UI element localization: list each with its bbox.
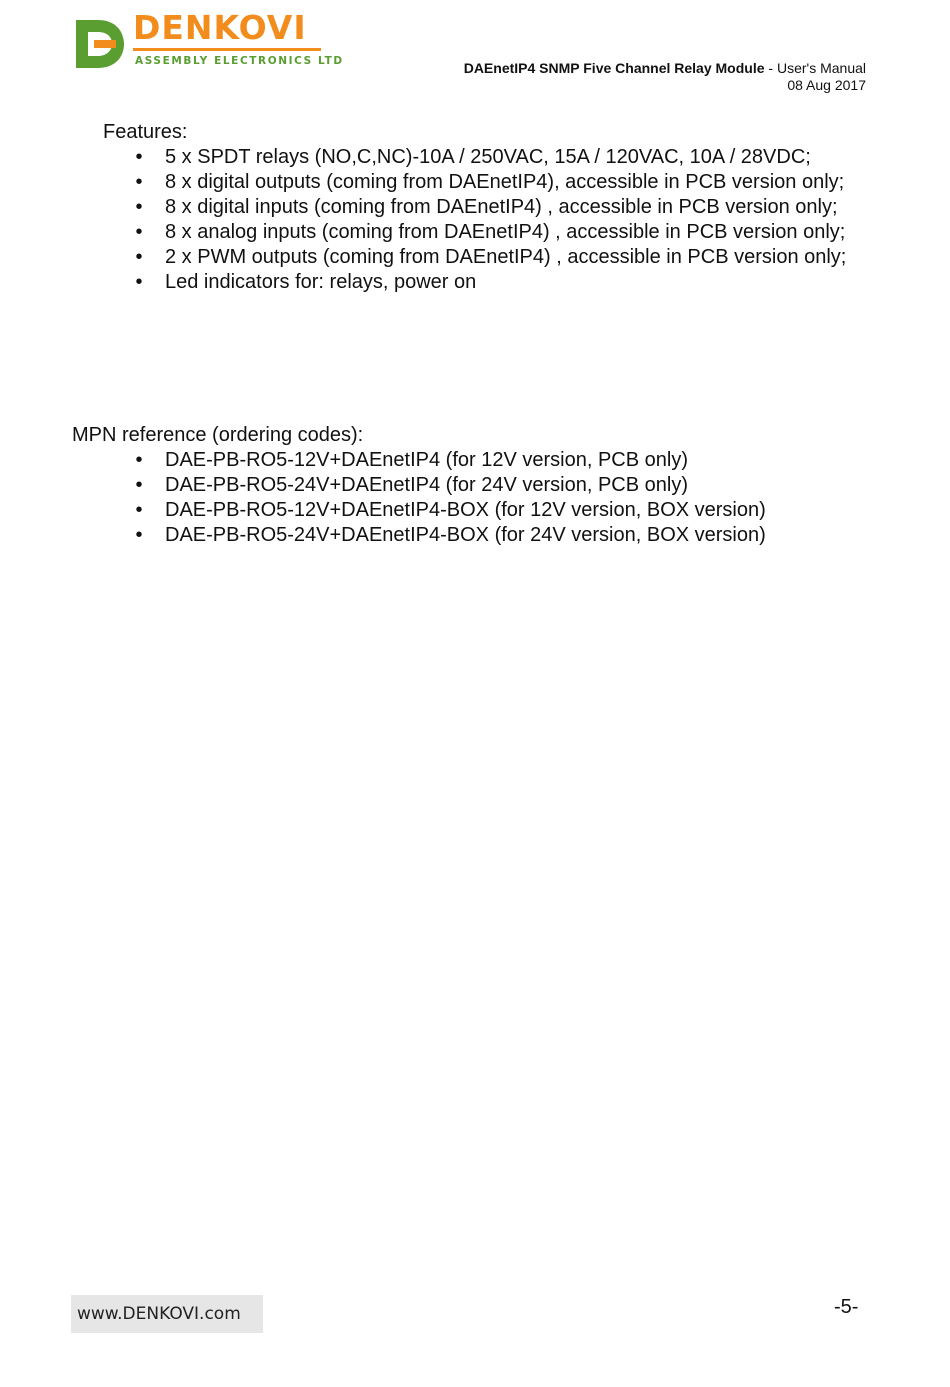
bullet-icon: • — [135, 474, 143, 496]
features-list — [103, 145, 866, 295]
bullet-icon: • — [135, 449, 143, 471]
bullet-icon: • — [135, 221, 143, 243]
doc-title: DAEnetIP4 SNMP Five Channel Relay Module — [463, 60, 765, 76]
bullet-icon: • — [135, 499, 143, 521]
list-item: • 5 x SPDT relays (NO,C,NC)-10A / 250VAC, 15A / 120VAC, 10A / 28VDC; — [103, 145, 866, 170]
bullet-icon: • — [135, 146, 143, 168]
bullet-icon: • — [135, 524, 143, 546]
brand-tagline: ASSEMBLY ELECTRONICS LTD — [135, 55, 344, 67]
list-item: • 8 x digital inputs (coming from DAEnetIP4) , accessible in PCB version only; — [103, 195, 866, 220]
list-item: • 2 x PWM outputs (coming from DAEnetIP4) , accessible in PCB version only; — [103, 245, 866, 270]
brand-name: DENKOVI — [133, 8, 307, 47]
footer-url: www.DENKOVI.com — [71, 1295, 263, 1333]
doc-date: 08 Aug 2017 — [787, 77, 866, 93]
list-item: • Led indicators for: relays, power on — [103, 270, 866, 295]
list-item: • DAE-PB-RO5-12V+DAEnetIP4 (for 12V version, PCB only) — [72, 448, 866, 473]
list-item: • 8 x digital outputs (coming from DAEnetIP4), accessible in PCB version only; — [103, 170, 866, 195]
bullet-icon: • — [135, 171, 143, 193]
brand-underline — [133, 48, 321, 51]
list-item: • DAE-PB-RO5-24V+DAEnetIP4-BOX (for 24V version, BOX version) — [72, 523, 866, 548]
doc-subtitle: - User's Manual — [764, 60, 866, 76]
bullet-icon: • — [135, 271, 143, 293]
denkovi-d-logo-icon — [72, 16, 128, 72]
page-header — [464, 60, 866, 94]
features-section — [103, 120, 866, 295]
list-item: • 8 x analog inputs (coming from DAEnetIP4) , accessible in PCB version only; — [103, 220, 866, 245]
page-number: -5- — [834, 1296, 859, 1318]
mpn-section — [72, 423, 866, 548]
features-heading: Features: — [103, 121, 188, 143]
mpn-heading: MPN reference (ordering codes): — [72, 424, 364, 446]
list-item: • DAE-PB-RO5-24V+DAEnetIP4 (for 24V version, PCB only) — [72, 473, 866, 498]
list-item: • DAE-PB-RO5-12V+DAEnetIP4-BOX (for 12V version, BOX version) — [72, 498, 866, 523]
mpn-list — [72, 448, 866, 548]
bullet-icon: • — [135, 246, 143, 268]
bullet-icon: • — [135, 196, 143, 218]
